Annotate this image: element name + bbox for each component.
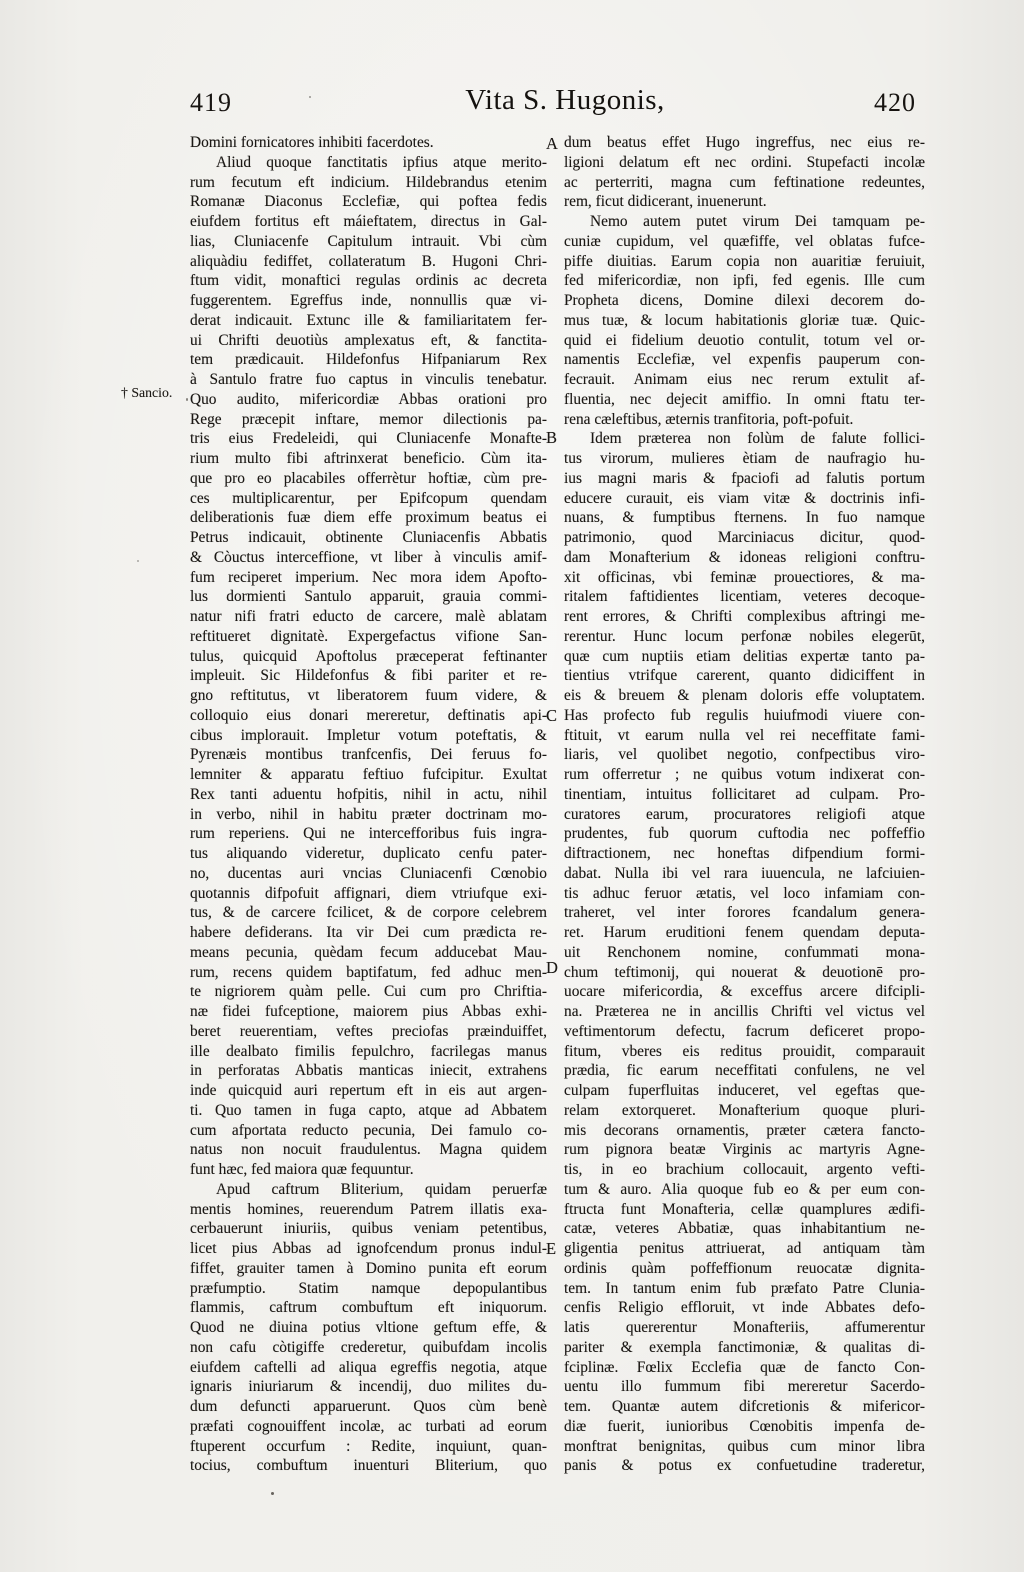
text-line: tem prædicauit. Hildefonfus Hifpaniarum Rex — [190, 351, 547, 369]
running-title: Vita S. Hugonis, — [465, 84, 665, 116]
text-line: rum reperiens. Qui ne intercefforibus fuis ingra- — [190, 825, 547, 843]
gutter-letter: D — [546, 958, 558, 977]
text-line: panis & potus ex confuetudine traderetur, — [564, 1457, 925, 1475]
text-line: no, ducentas auri vncias Cluniacenfi Cœnobio — [190, 864, 547, 882]
text-line: patrimonio, quod Marciniacus dicitur, quod- — [564, 529, 925, 546]
text-line: Quo audito, mifericordiæ Abbas orationi pro — [190, 390, 547, 408]
gutter-letter: B — [546, 428, 558, 447]
text-line: Aliud quoque fanctitatis ipfius atque merito- — [216, 153, 547, 171]
text-line: gno reftitutus, vt liberatorem fuum videre, & — [190, 687, 547, 704]
text-line: Petrus indicauit, obtinente Cluniacenfis Abbatis — [190, 529, 547, 546]
text-line: namentis Ecclefiæ, vel expenfis pauperum con- — [564, 351, 925, 369]
text-line: cenfis Religio effloruit, vt inde Abbates defo- — [564, 1299, 925, 1317]
text-line: inde quicquid auri repertum eft in eis aut argen- — [190, 1082, 547, 1099]
text-line: tris eius Fredeleidi, qui Cluniacenfe Monafte- — [190, 430, 547, 448]
text-line: fum reciperet imperium. Nec mora idem Apofto- — [190, 568, 547, 586]
text-line: uit Renchonem nomine, confummati mona- — [564, 943, 925, 961]
text-line: præfumptio. Statim namque depopulantibus — [190, 1279, 547, 1297]
text-line: tis, in eo brachium collocauit, argento vefti- — [564, 1161, 925, 1178]
page-number-right: 420 — [874, 88, 916, 117]
text-line: te nigriorem quàm pelle. Cui cum pro Chriftia- — [190, 983, 547, 1001]
text-line: tum & auro. Alia quoque fub eo & per eum con- — [564, 1180, 925, 1198]
text-line: mis decorans ornamentis, præter cætera fancto- — [564, 1121, 925, 1139]
text-line: quotannis difpofuit affignari, diem vtriufque exi- — [190, 884, 547, 902]
text-line: ftuperent occurfum : Redite, inquiunt, quan- — [190, 1437, 547, 1455]
text-line: ftum vidit, monaftici regulas ordinis ac decreta — [190, 272, 547, 290]
text-line: liaris, vel quolibet negotio, confpectibus viro- — [564, 746, 925, 764]
text-line: dum beatus effet Hugo ingreffus, nec eius re- — [564, 134, 925, 151]
text-line: nuans, & fumptibus fternens. In fuo namque — [564, 509, 925, 527]
text-line: natur nifi fratri educto de carcere, malè ablatam — [190, 608, 547, 625]
text-line: Idem præterea non folùm de falute follici- — [590, 430, 925, 448]
text-line: educere curauit, eis viam vitæ & doctrinis infi- — [564, 489, 925, 507]
text-line: fciplinæ. Fœlix Ecclefia quæ de fancto Con- — [564, 1358, 925, 1376]
text-line: rum pignora beatæ Virginis ac martyris Agne- — [564, 1141, 925, 1159]
text-line: ces multiplicarentur, per Epifcopum quendam — [190, 489, 547, 507]
text-line: rum fecutum eft indicium. Hildebrandus etenim — [190, 173, 547, 191]
scan-speck — [497, 92, 499, 94]
text-line: tus aliquando videretur, duplicato cenfu pater- — [190, 845, 547, 862]
text-line: ritalem faftidientes licentiam, veteres decoque- — [564, 588, 925, 606]
text-line: non cafu còtigiffe crederetur, quibufdam incolis — [190, 1338, 547, 1356]
text-line: tulus, quicquid Apoftolus præceperat feftinanter — [190, 647, 547, 665]
text-line: diftractionem, nec honeftas difpendium formi- — [564, 845, 925, 862]
text-line: ordinis quàm poffeffionum reuocatæ dignita- — [564, 1259, 925, 1277]
text-line: Propheta dicens, Domine dilexi decorem do- — [564, 292, 925, 309]
text-line: dabat. Nulla ibi vel rara iuuencula, ne lafciuien- — [564, 864, 925, 882]
text-line: deliberationis fuæ diem effe proximum beatus ei — [190, 509, 547, 527]
text-line: uentu illo fummum fibi mereretur Sacerdo- — [564, 1378, 925, 1396]
text-line: tem. Quantæ autem difcretionis & mifericor- — [564, 1398, 925, 1415]
text-line: licet pius Abbas ad ignofcendum pronus indul- — [190, 1240, 547, 1257]
text-line: tis adhuc feruor ætatis, vel loco infamiam con- — [564, 884, 925, 902]
text-line: à Santulo fratre fuo captus in vinculis tenebatur. — [190, 371, 547, 388]
gutter-letter: A — [546, 134, 558, 153]
text-line: fitum, vberes eis reditus prouidit, comparauit — [564, 1042, 925, 1060]
text-line: catæ, veteres Abbatiæ, quas inhabitantium ne- — [564, 1220, 925, 1238]
text-line: fluentia, nec dejecit amiffio. In omni ftatu ter- — [564, 390, 925, 408]
text-line: mus tuæ, & locum habitationis gloriæ tuæ. Quic- — [564, 311, 925, 329]
text-line: rerentur. Hunc locum perfonæ nobiles elegerūt, — [564, 627, 925, 645]
text-line: ret. Harum eruditioni fenem quendam deputa- — [564, 924, 925, 941]
text-line: cerbauerunt iniuriis, quibus veniam petentibus, — [190, 1220, 547, 1238]
text-line: fiffet, grauiter tamen à Domino punita eft eorum — [190, 1259, 547, 1277]
text-line: tinentiam, intuitus follicitaret ad culpam. Pro- — [564, 785, 925, 803]
text-line: tem. In tantum enim fub præfato Patre Clunia- — [564, 1279, 925, 1297]
text-line: Has profecto fub regulis huiufmodi viuere con- — [564, 706, 925, 724]
text-line: fecrauit. Animam eius nec rerum extulit af- — [564, 371, 925, 388]
text-line: næ fidei fufceptione, maiorem pius Abbas exhi- — [190, 1003, 547, 1020]
scan-speck — [137, 560, 139, 562]
text-line: flammis, caftrum combuftum eft iniquorum. — [190, 1299, 547, 1317]
text-line: traheret, vel inter forores fcandalum genera- — [564, 904, 925, 922]
page-number-left: 419 — [190, 88, 232, 117]
text-line: ti. Quo tamen in fuga capto, atque ad Abbatem — [190, 1101, 547, 1119]
text-line: Rex tanti aduentu hofpitis, nihil in actu, nihil — [190, 785, 547, 803]
text-line: rium multo fibi aftrinxerat beneficio. Cùm ita- — [190, 450, 547, 467]
text-column-left — [190, 133, 547, 1476]
gutter-letter: E — [546, 1239, 557, 1258]
text-line: aliquàdiu fediffet, collateratum B. Hugoni Chri- — [190, 252, 547, 270]
text-line: cibus implorauit. Impletur votum poteftatis, & — [190, 726, 547, 744]
text-line: Domini fornicatores inhibiti facerdotes. — [190, 134, 434, 151]
text-line: na. Præterea ne in ancillis Chrifti vel victus vel — [564, 1003, 925, 1020]
text-line: ftructa funt Monafteria, cellæ quamplures ædifi- — [564, 1200, 925, 1218]
text-line: & Còuctus interceffione, vt liber à vinculis amif- — [190, 548, 547, 566]
text-line: ligioni delatum eft nec ordini. Stupefacti incolæ — [564, 153, 925, 171]
text-line: reftitueret dignitatè. Expergefactus vifione San- — [190, 627, 547, 645]
text-line: eis & breuem & plenam doloris effe voluptatem. — [564, 687, 925, 704]
text-line: diæ fuerit, iunioribus Cœnobitis impenfa de- — [564, 1417, 925, 1435]
text-line: dam Monafterium & idoneas religioni conftru- — [564, 548, 925, 566]
text-line: chum teftimonij, qui nouerat & deuotionē pro- — [564, 963, 925, 981]
text-line: tus, & de carcere fcilicet, & de corpore celebrem — [190, 904, 547, 922]
text-line: que pro eo placabiles offerrètur hoftiæ, cùm pre- — [190, 469, 547, 487]
text-line: habere defiderans. Ita vir Dei cum prædicta re- — [190, 924, 547, 941]
text-line: in perforatas Abbatis manticas iniecit, extrahens — [190, 1062, 547, 1080]
text-line: rena cæleftibus, æternis tranfitoria, poft-pofuit. — [564, 410, 854, 428]
text-line: Pyrenæis montibus tranfcenfis, Dei feruus fo- — [190, 746, 547, 764]
text-line: ac perterriti, magna cum feftinatione redeuntes, — [564, 173, 925, 191]
text-line: funt hæc, fed maiora quæ fequuntur. — [190, 1161, 414, 1178]
text-line: means pecunia, quèdam fecum adducebat Mau- — [190, 943, 547, 961]
text-line: quæ cum nuptiis etiam delitias expertæ tanto pa- — [564, 647, 925, 665]
text-line: Rege præcepit inftare, memor dilectionis pa- — [190, 410, 547, 428]
text-column-right — [564, 133, 925, 1476]
text-line: tus virorum, mulieres ètiam de naufragio hu- — [564, 450, 925, 467]
text-line: uocare mifericordia, & exceffus arcere difcipli- — [564, 983, 925, 1001]
text-line: veftimentorum defectu, facrum deficeret propo- — [564, 1022, 925, 1040]
text-line: monftrat benignitas, quibus cum minor libra — [564, 1437, 925, 1455]
text-line: quid ei fidelium deuotio contulit, totum vel or- — [564, 331, 925, 349]
text-line: ius magni maris & fpaciofi ad falutis portum — [564, 469, 925, 487]
text-line: natus non nocuit fraudulentus. Magna quidem — [190, 1141, 547, 1159]
text-line: ille dealbato fimilis fepulchro, facrilegas manus — [190, 1042, 547, 1060]
text-line: præfati cognouiffent incolæ, ac turbati ad eorum — [190, 1417, 547, 1435]
text-line: latis quererentur Monafteriis, affumerentur — [564, 1319, 925, 1336]
text-line: Quod ne diuina potius vltione geftum effe, & — [190, 1319, 547, 1336]
text-line: piffe diuitias. Earum copia non auaritiæ feruiuit, — [564, 252, 925, 270]
text-line: Nemo autem putet virum Dei tamquam pe- — [590, 213, 925, 230]
text-line: curatores earum, procuratores religiofi atque — [564, 805, 925, 823]
text-line: rum offerretur ; ne quibus votum indixerat con- — [564, 766, 925, 783]
text-line: gligentia penitus attriuerat, ad antiquam tàm — [564, 1240, 925, 1257]
gutter-letter: C — [546, 706, 558, 725]
text-line: eiufdem caftelli ad aliqua egreffis negotia, atque — [190, 1358, 547, 1376]
text-line: dum defuncti apparuerunt. Quos cùm benè — [190, 1398, 547, 1415]
scan-speck — [271, 1492, 274, 1495]
scan-speck — [309, 96, 311, 98]
text-line: Romanæ Diaconus Ecclefiæ, qui poftea fedis — [190, 193, 547, 211]
text-line: eiufdem fortitus eft máieftatem, directus in Gal- — [190, 213, 547, 230]
text-line: rent errores, & Chrifti complexibus aftringi me- — [564, 608, 925, 625]
text-line: relam extorqueret. Monafterium quoque pluri- — [564, 1101, 925, 1119]
text-line: culpam fuperfluitas induceret, vel egeftas que- — [564, 1082, 925, 1099]
text-line: rum, recens quidem baptifatum, fed adhuc men- — [190, 963, 547, 981]
text-line: ui Chrifti deuotiùs amplexatus eft, & fanctita- — [190, 331, 547, 349]
text-line: impleuit. Sic Hildefonfus & fibi pariter et re- — [190, 667, 547, 685]
text-line: ftituit, vt earum nulla vel rei neceffitate fami- — [564, 726, 925, 744]
text-line: lias, Cluniacenfe Capitulum intrauit. Vbi cùm — [190, 232, 547, 250]
margin-note: † Sancio. — [121, 385, 173, 400]
text-line: Apud caftrum Bliterium, quidam peruerfæ — [216, 1180, 547, 1198]
text-line: lus dormienti Santulo apparuit, grauia commi- — [190, 588, 547, 606]
text-line: prudentes, fub quorum cuftodia nec poffeffio — [564, 825, 925, 843]
text-line: fuggerentem. Egreffus inde, nonnullis quæ vi- — [190, 292, 547, 309]
text-line: mentis homines, reuerendum Patrem illatis exa- — [190, 1200, 547, 1218]
text-line: lemniter & apparatu feftiuo fufcipitur. Exultat — [190, 766, 547, 783]
text-line: xit officinas, vbi feminæ prouectiores, & ma- — [564, 568, 925, 586]
text-line: fed mifericordiæ, non ipfi, fed egenis. Ille cum — [564, 272, 925, 290]
text-line: pariter & exempla fanctimoniæ, & qualitas di- — [564, 1338, 925, 1356]
text-line: cum afportata reducto pecunia, Dei famulo co- — [190, 1121, 547, 1139]
text-line: in verbo, nihil in habitu præter doctrinam mo- — [190, 805, 547, 823]
text-line: tocius, combuftum inuenturi Bliterium, quo — [190, 1457, 547, 1475]
text-line: cuniæ cupidum, vel quæfiffe, vel oblatas fufce- — [564, 232, 925, 250]
text-line: prædia, fic earum neceffitati confulens, ne vel — [564, 1062, 925, 1080]
text-line: beret reuerentiam, veftes preciofas præinduiffet, — [190, 1022, 547, 1040]
text-line: derat indicauit. Extunc ille & familiaritatem fer- — [190, 311, 547, 329]
text-line: ignaris iniuriarum & incendij, duo milites du- — [190, 1378, 547, 1396]
text-line: rem, ficut didicerant, inuenerunt. — [564, 193, 767, 211]
text-line: tientius vtrifque carerent, quanto didiciffent in — [564, 667, 925, 685]
text-line: colloquio eius donari mereretur, deftinatis api- — [190, 706, 547, 724]
